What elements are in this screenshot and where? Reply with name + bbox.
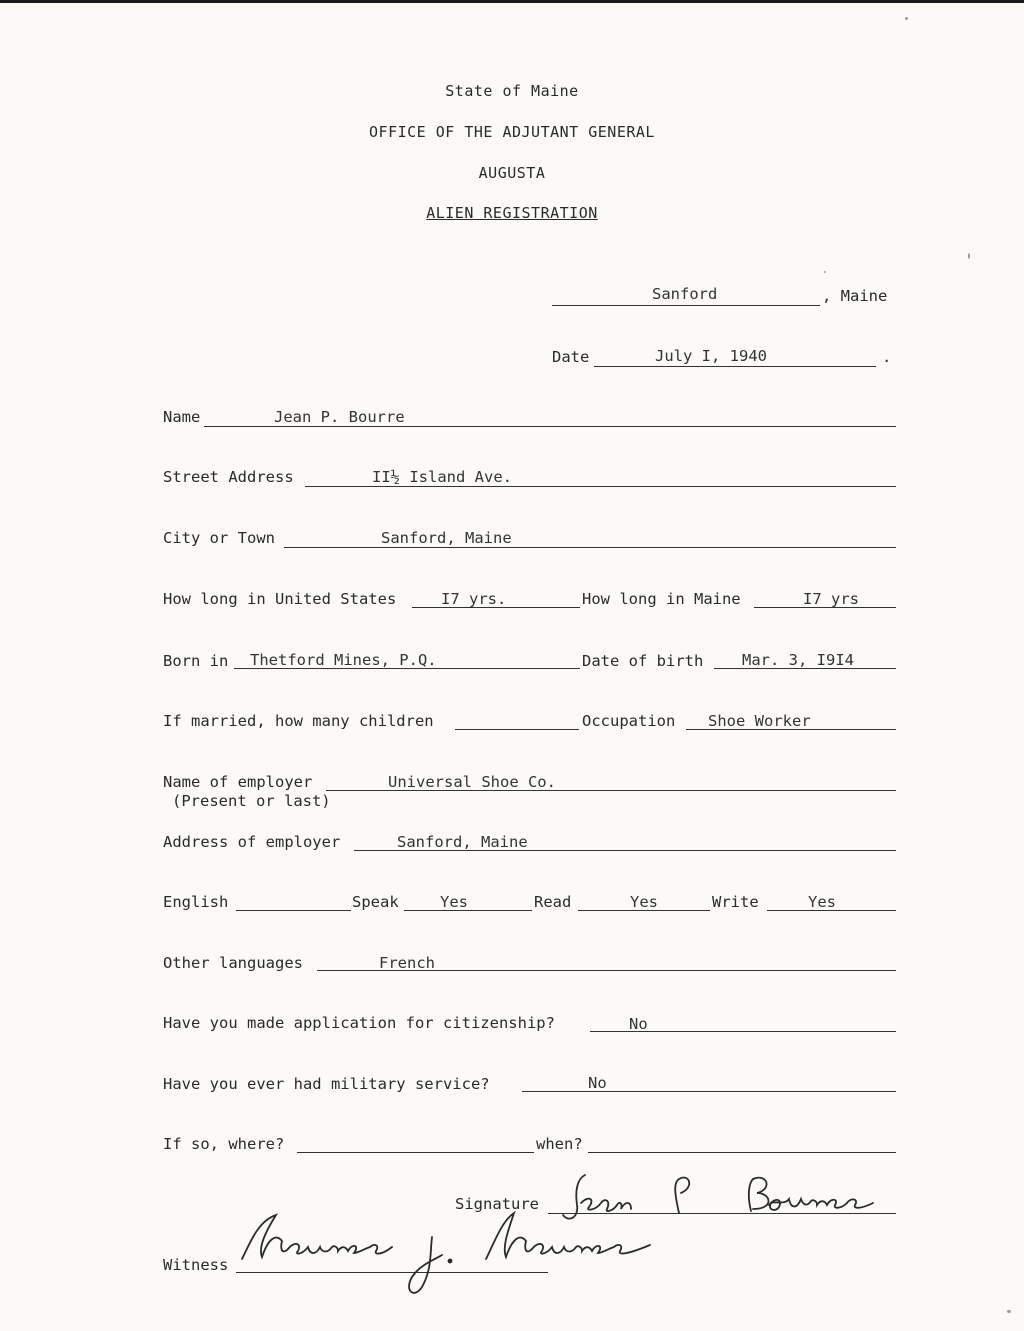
employer-label: Name of employer: [163, 773, 313, 791]
state-heading: State of Maine: [445, 82, 579, 100]
speak-label: Speak: [352, 893, 399, 911]
scan-speck: [1007, 1310, 1011, 1313]
born-label: Born in: [163, 652, 229, 670]
scan-speck: [905, 17, 908, 20]
city-label: City or Town: [163, 529, 275, 547]
when-line: [588, 1152, 896, 1153]
military-label: Have you ever had military service?: [163, 1075, 490, 1093]
where-line: [297, 1152, 534, 1153]
other-languages-label: Other languages: [163, 954, 303, 972]
place-line: [552, 305, 820, 306]
date-end: .: [882, 348, 892, 366]
office-heading: OFFICE OF THE ADJUTANT GENERAL: [369, 123, 655, 141]
children-line: [455, 729, 579, 730]
when-label: when?: [536, 1135, 583, 1153]
employer-address-label: Address of employer: [163, 833, 341, 851]
children-label: If married, how many children: [163, 712, 434, 730]
street-value: II½ Island Ave.: [372, 468, 512, 486]
occupation-label: Occupation: [582, 712, 676, 730]
date-line: [594, 366, 876, 367]
write-label: Write: [712, 893, 759, 911]
street-label: Street Address: [163, 468, 294, 486]
read-label: Read: [534, 893, 572, 911]
date-label: Date: [552, 348, 590, 366]
dob-value: Mar. 3, I9I4: [742, 651, 854, 669]
english-label: English: [163, 893, 229, 911]
signature-label: Signature: [455, 1195, 539, 1213]
name-line: [204, 426, 896, 427]
street-line: [305, 486, 896, 487]
read-value: Yes: [630, 893, 658, 911]
form-title: ALIEN REGISTRATION: [426, 204, 598, 222]
city-heading: AUGUSTA: [478, 164, 546, 182]
place-value: Sanford: [652, 285, 718, 303]
scan-speck: [824, 271, 826, 273]
where-label: If so, where?: [163, 1135, 285, 1153]
city-value: Sanford, Maine: [381, 529, 512, 547]
speak-value: Yes: [440, 893, 468, 911]
citizenship-value: No: [629, 1015, 648, 1033]
military-value: No: [588, 1074, 607, 1092]
maine-years-label: How long in Maine: [582, 590, 741, 608]
employer-value: Universal Shoe Co.: [388, 773, 556, 791]
citizenship-label: Have you made application for citizenship?: [163, 1014, 555, 1032]
english-line: [236, 910, 351, 911]
name-value: Jean P. Bourre: [274, 408, 405, 426]
name-label: Name: [163, 408, 201, 426]
city-line: [284, 547, 896, 548]
dob-label: Date of birth: [582, 652, 704, 670]
date-value: July I, 1940: [655, 347, 767, 365]
occupation-value: Shoe Worker: [708, 712, 811, 730]
military-line: [522, 1091, 896, 1092]
write-value: Yes: [808, 893, 836, 911]
employer-address-value: Sanford, Maine: [397, 833, 528, 851]
us-years-label: How long in United States: [163, 590, 397, 608]
employer-sublabel: (Present or last): [172, 792, 331, 810]
scan-speck: [968, 253, 970, 259]
other-languages-value: French: [379, 954, 435, 972]
maine-years-value: I7 yrs: [803, 590, 859, 608]
us-years-value: I7 yrs.: [441, 590, 507, 608]
place-suffix: , Maine: [822, 287, 888, 305]
born-value: Thetford Mines, P.Q.: [250, 651, 437, 669]
speak-line: [404, 910, 532, 911]
witness-label: Witness: [163, 1256, 229, 1274]
witness-handwriting: [236, 1203, 666, 1303]
